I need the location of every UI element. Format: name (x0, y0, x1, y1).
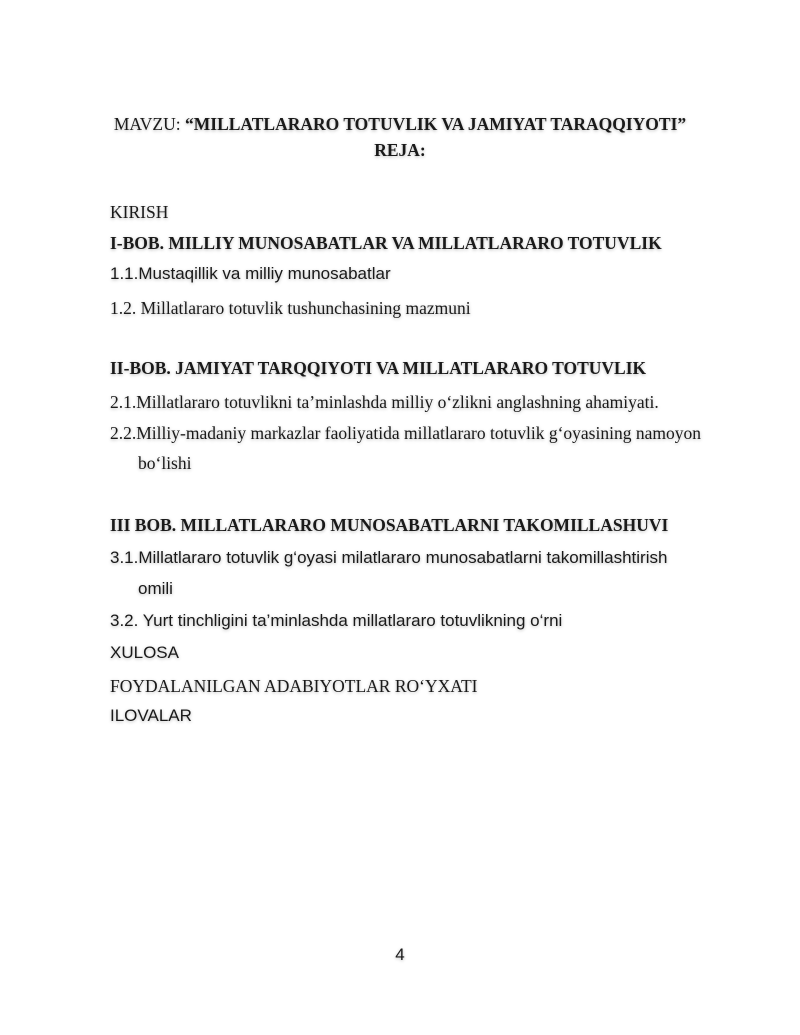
toc-chapter-3-title: III BOB. MILLATLARARO MUNOSABATLARNI TAKOMILLASHUVI (110, 515, 669, 535)
toc-section-3-1-line-2: omili (138, 579, 173, 598)
toc-conclusion: XULOSA (110, 643, 179, 662)
toc-section-3-1-line-1: 3.1.Millatlararo totuvlik g‘oyasi milatlararo munosabatlarni takomillashtirish (110, 548, 668, 567)
toc-chapter-1-title: I-BOB. MILLIY MUNOSABATLAR VA MILLATLARARO TOTUVLIK (110, 233, 662, 253)
toc-section-3-2: 3.2. Yurt tinchligini ta’minlashda millatlararo totuvlikning o‘rni (110, 611, 563, 630)
toc-appendices: ILOVALAR (110, 706, 192, 725)
toc-section-2-1: 2.1.Millatlararo totuvlikni ta’minlashda milliy o‘zlikni anglashning ahamiyati. (110, 392, 659, 412)
toc-intro: KIRISH (110, 202, 169, 222)
topic-title: “MILLATLARARO TOTUVLIK VA JAMIYAT TARAQQIYOTI” (185, 114, 687, 134)
page-number: 4 (395, 945, 405, 964)
toc-section-2-2-line-1: 2.2.Milliy-madaniy markazlar faoliyatida millatlararo totuvlik g‘oyasining namoyon (110, 423, 701, 443)
toc-references: FOYDALANILGAN ADABIYOTLAR RO‘YXATI (110, 676, 478, 696)
toc-section-1-2: 1.2. Millatlararo totuvlik tushunchasining mazmuni (110, 298, 471, 318)
toc-section-2-2-line-2: bo‘lishi (138, 453, 192, 473)
topic-prefix: MAVZU: (113, 114, 185, 134)
plan-label: REJA: (374, 140, 426, 160)
toc-chapter-2-title: II-BOB. JAMIYAT TARQQIYOTI VA MILLATLARARO TOTUVLIK (110, 358, 647, 378)
topic-heading (0, 114, 800, 135)
toc-section-1-1: 1.1.Mustaqillik va milliy munosabatlar (110, 264, 391, 283)
